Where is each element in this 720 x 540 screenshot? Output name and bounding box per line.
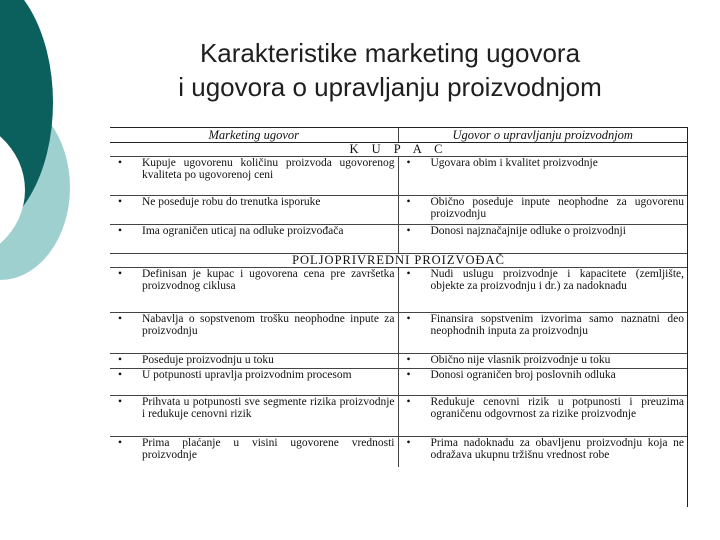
table-cell-left [110,313,398,354]
bullet-icon: • [118,196,123,208]
bullet-icon: • [118,313,123,325]
cell-text: Ne poseduje robu do trenutka isporuke [142,196,321,208]
table-cell-left [110,268,398,313]
table-cell-right [398,396,687,437]
cell-text: Donosi najznačajnije odluke o proizvodnji [430,225,626,237]
table-cell-right [398,225,687,254]
slide-title-line-2: i ugovora o upravljanju proizvodnjom [178,72,602,102]
cell-text: Nudi uslugu proizvodnje i kapacitete (zemljište, objekte za proizvodnju i dr.) za nadoknadu [430,268,684,292]
table-row [110,268,687,313]
slide-title-line-1: Karakteristike marketing ugovora [199,38,581,68]
table-row [110,354,687,369]
table-cell-left [110,354,398,369]
cell-text: Donosi ograničen broj poslovnih odluka [430,369,616,381]
bullet-icon: • [118,369,123,381]
table-cell-right [398,354,687,369]
cell-text: Prima plaćanje u visini ugovorene vrednosti proizvodnje [142,437,395,461]
table-cell-right [398,369,687,396]
bullet-icon: • [118,396,123,408]
table-cell-left [110,157,398,196]
bullet-icon: • [406,437,411,449]
table-cell-left [110,396,398,437]
table-cell-right [398,313,687,354]
bullet-icon: • [406,354,411,366]
bullet-icon: • [406,157,411,169]
cell-text: Kupuje ugovorenu količinu proizvoda ugovorenog kvaliteta po ugovorenoj ceni [142,157,395,181]
table-cell-right [398,268,687,313]
table-cell-right [398,157,687,196]
cell-text: Ima ograničen uticaj na odluke proizvođača [142,225,344,237]
table-cell-left [110,196,398,225]
slide-title [110,36,670,104]
section-label-kupac: K U P A C [110,143,687,157]
bullet-icon: • [118,157,123,169]
bullet-icon: • [118,354,123,366]
cell-text: Ugovara obim i kvalitet proizvodnje [430,157,598,169]
section-row-kupac [110,143,687,157]
table-row [110,313,687,354]
cell-text: Finansira sopstvenim izvorima samo naznatni deo neophodnih inputa za proizvodnju [430,313,684,337]
comparison-table [110,127,688,507]
table-row [110,225,687,254]
cell-text: U potpunosti upravlja proizvodnim procesom [142,369,352,381]
cell-text: Prihvata u potpunosti sve segmente rizika proizvodnje i redukuje cenovni rizik [142,396,395,420]
bullet-icon: • [406,369,411,381]
header-marketing-ugovor: Marketing ugovor [110,128,398,143]
cell-text: Prima nadoknadu za obavljenu proizvodnju koja ne odražava ukupnu tržišnu vrednost robe [430,437,684,461]
bullet-icon: • [406,196,411,208]
table-row [110,396,687,437]
header-ugovor-upravljanje: Ugovor o upravljanju proizvodnjom [398,128,687,143]
cell-text: Poseduje proizvodnju u toku [142,354,274,366]
bullet-icon: • [406,225,411,237]
table-cell-left [110,437,398,468]
table-row [110,369,687,396]
table-row [110,437,687,468]
comparison-table-grid [110,128,687,467]
bullet-icon: • [118,225,123,237]
section-label-proizvodjac: POLJOPRIVREDNI PROIZVOĐAČ [110,254,687,268]
table-row [110,157,687,196]
table-cell-left [110,225,398,254]
cell-text: Obično nije vlasnik proizvodnje u toku [430,354,611,366]
cell-text: Obično poseduje inpute neophodne za ugovorenu proizvodnju [430,196,684,220]
cell-text: Definisan je kupac i ugovorena cena pre završetka proizvodnog ciklusa [142,268,395,292]
table-row [110,196,687,225]
bullet-icon: • [118,268,123,280]
table-header-row [110,128,687,143]
cell-text: Nabavlja o sopstvenom trošku neophodne inpute za proizvodnju [142,313,395,337]
section-row-proizvodjac [110,254,687,268]
bullet-icon: • [406,313,411,325]
cell-text: Redukuje cenovni rizik u potpunosti i preuzima ograničenu odgovrnost za rizike proizvodnje [430,396,684,420]
bullet-icon: • [118,437,123,449]
bullet-icon: • [406,268,411,280]
table-cell-right [398,437,687,468]
bullet-icon: • [406,396,411,408]
table-cell-left [110,369,398,396]
table-cell-right [398,196,687,225]
